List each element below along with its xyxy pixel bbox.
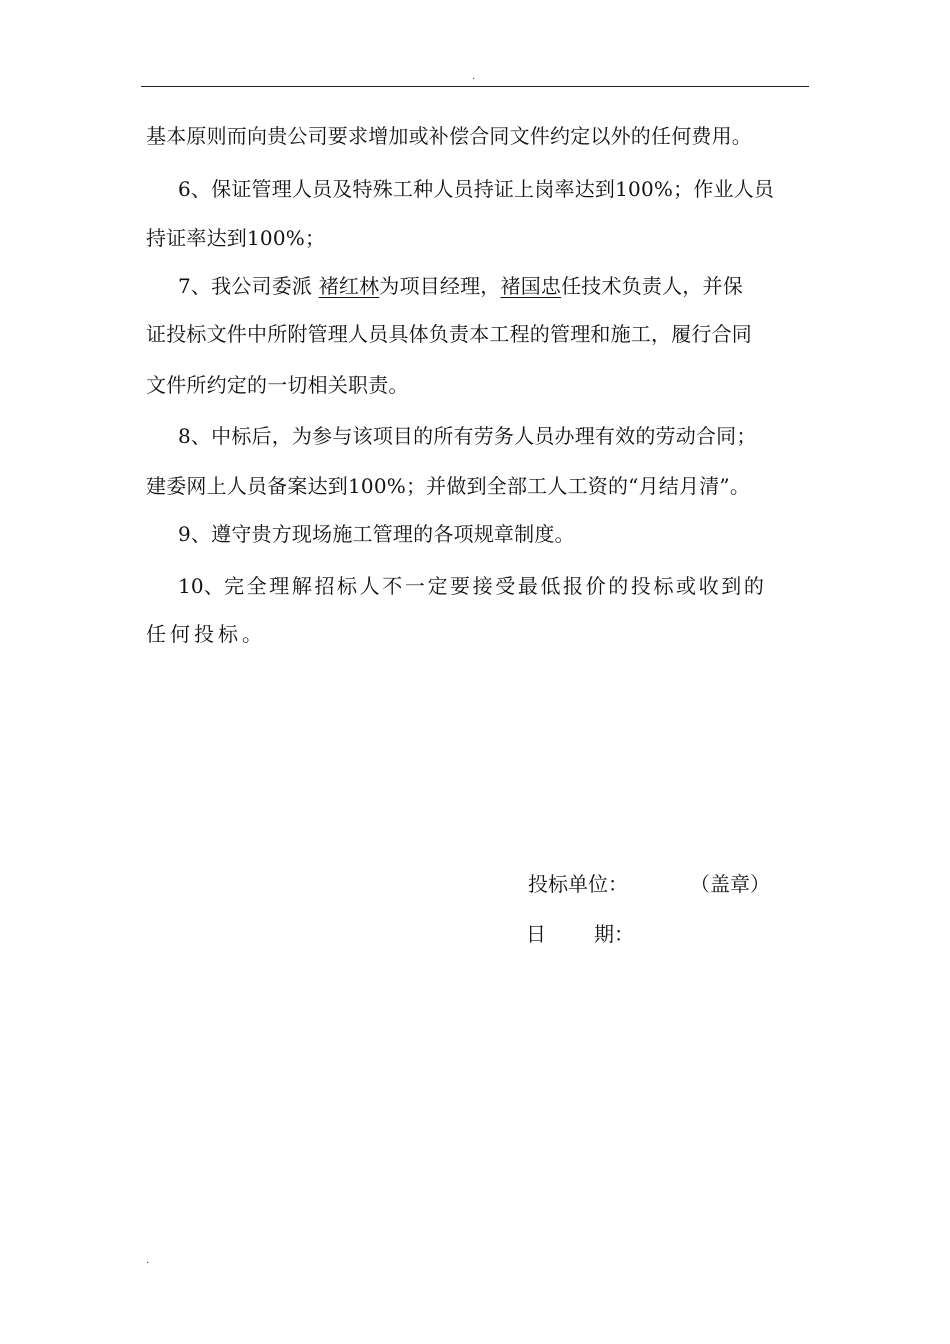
paragraph-10-text: 完全理解招标人不一定要接受最低报价的投标或收到的 — [224, 574, 767, 598]
paragraph-8-line-1: 8、中标后，为参与该项目的所有劳务人员办理有效的劳动合同； — [178, 424, 757, 448]
project-manager-name: 褚红林 — [318, 274, 380, 298]
header-mark: . — [472, 71, 476, 82]
paragraph-10-line-2: 任何投标。 — [146, 622, 266, 646]
paragraph-10-number: 10、 — [178, 574, 225, 598]
paragraph-7-suffix: 任技术负责人，并保 — [561, 274, 743, 298]
paragraph-7-line-2: 证投标文件中所附管理人员具体负责本工程的管理和施工，履行合同 — [146, 322, 752, 346]
paragraph-6-line-1: 6、保证管理人员及特殊工种人员持证上岗率达到100%；作业人员 — [178, 177, 775, 201]
date-label — [526, 922, 634, 946]
bidder-unit-label: 投标单位： — [528, 872, 628, 896]
paragraph-7-line-1 — [178, 274, 743, 298]
date-label-part-1: 日 — [526, 922, 546, 946]
header-rule — [141, 86, 809, 87]
footer-mark: . — [146, 1255, 150, 1266]
paragraph-8-line-2: 建委网上人员备案达到100%；并做到全部工人工资的“月结月清”。 — [146, 474, 751, 498]
seal-label: （盖章） — [690, 872, 770, 896]
date-label-part-2: 期： — [594, 922, 634, 946]
technical-lead-name: 褚国忠 — [500, 274, 562, 298]
paragraph-5-continuation: 基本原则而向贵公司要求增加或补偿合同文件约定以外的任何费用。 — [146, 124, 752, 148]
paragraph-9: 9、遵守贵方现场施工管理的各项规章制度。 — [178, 522, 575, 546]
paragraph-6-line-2: 持证率达到100%； — [146, 226, 326, 250]
paragraph-7-mid: 为项目经理， — [379, 274, 501, 298]
paragraph-7-prefix: 7、我公司委派 — [178, 274, 319, 298]
paragraph-10-line-1 — [178, 574, 766, 598]
paragraph-7-line-3: 文件所约定的一切相关职责。 — [146, 373, 409, 397]
